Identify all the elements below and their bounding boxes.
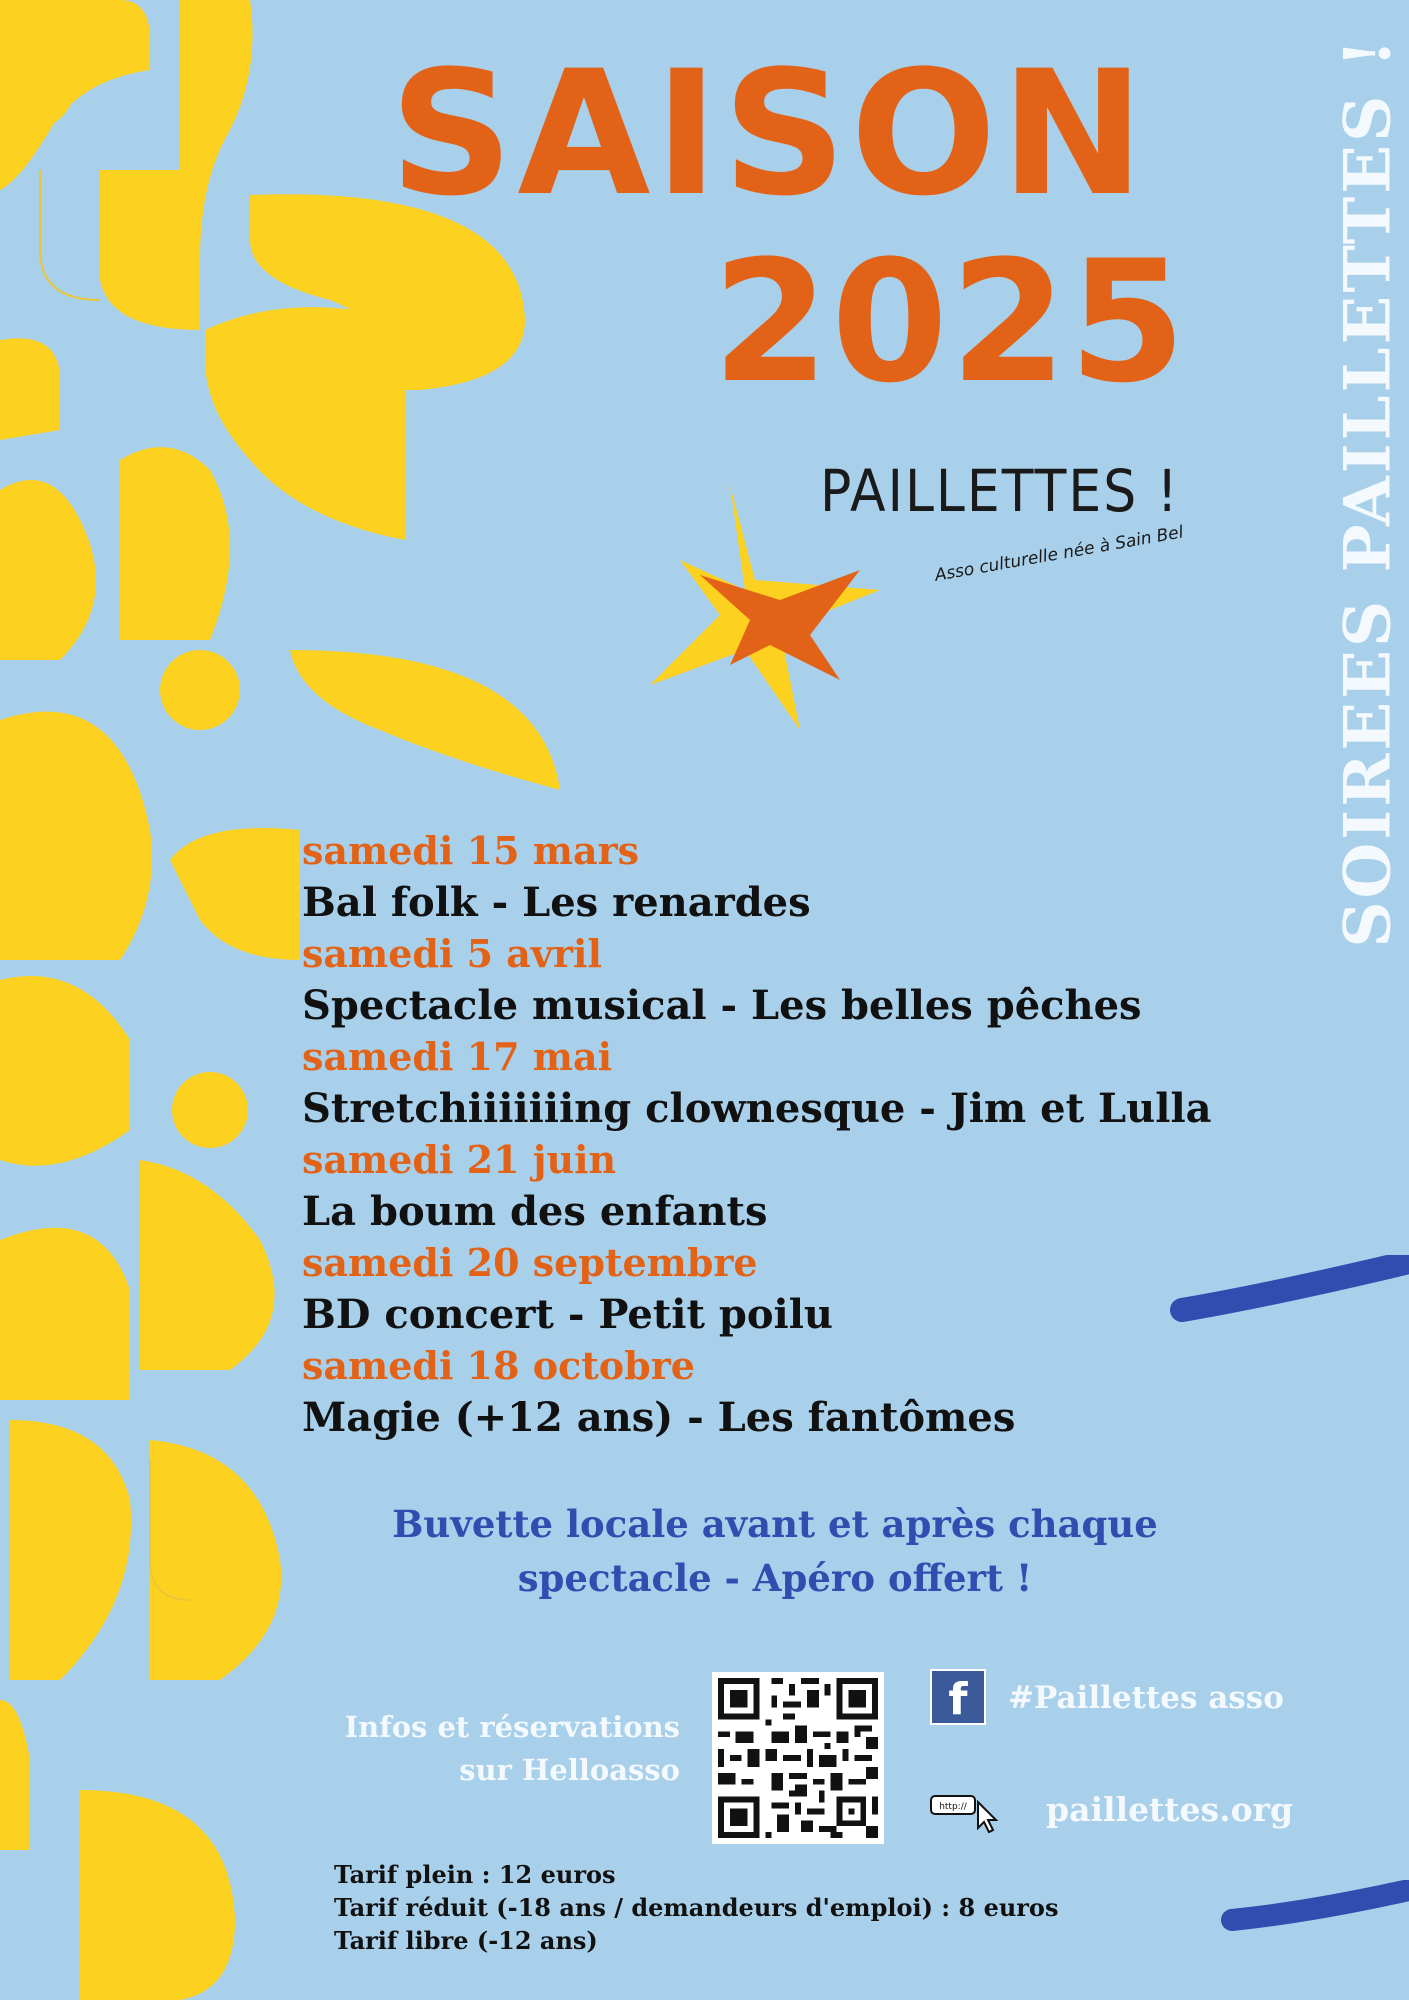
- event-date: samedi 18 octobre: [302, 1343, 695, 1388]
- tarifs-list: [334, 1858, 1058, 1957]
- qr-code[interactable]: [712, 1672, 884, 1844]
- event-date: samedi 5 avril: [302, 931, 602, 976]
- blue-brush-stroke-top: [1170, 1255, 1409, 1345]
- event-date: samedi 20 septembre: [302, 1240, 758, 1285]
- web-icon-label: http://: [939, 1802, 967, 1812]
- buvette-line-2: spectacle - Apéro offert !: [517, 1556, 1033, 1600]
- facebook-icon[interactable]: f: [930, 1669, 986, 1725]
- infos-line-1: Infos et réservations: [344, 1710, 680, 1744]
- facebook-handle[interactable]: #Paillettes asso: [1008, 1680, 1284, 1716]
- tarif-libre: Tarif libre (-12 ans): [334, 1926, 598, 1955]
- buvette-line-1: Buvette locale avant et après chaque: [392, 1502, 1158, 1546]
- event-title: Spectacle musical - Les belles pêches: [302, 981, 1142, 1029]
- website-link[interactable]: paillettes.org: [1046, 1790, 1294, 1829]
- vertical-soirees-paillettes: SOIREES PAILLETTES !: [1330, 36, 1406, 948]
- event-date: samedi 21 juin: [302, 1137, 617, 1182]
- web-cursor-icon: [930, 1788, 1004, 1834]
- infos-reservations: [270, 1706, 680, 1792]
- infos-line-2: sur Helloasso: [459, 1753, 680, 1787]
- event-date: samedi 15 mars: [302, 828, 639, 873]
- event-title: Stretchiiiiiiing clownesque - Jim et Lulla: [302, 1084, 1212, 1132]
- qr-code-pattern: [712, 1672, 884, 1844]
- logo-tagline: Asso culturelle née à Sain Bel: [933, 522, 1185, 586]
- event-title: Magie (+12 ans) - Les fantômes: [302, 1393, 1016, 1441]
- title-year: 2025: [712, 224, 1188, 420]
- blue-brush-stroke-bottom: [1220, 1880, 1409, 1960]
- event-date: samedi 17 mai: [302, 1034, 613, 1079]
- event-title: Bal folk - Les renardes: [302, 878, 811, 926]
- tarif-plein: Tarif plein : 12 euros: [334, 1860, 616, 1889]
- event-title: La boum des enfants: [302, 1187, 768, 1235]
- tarif-reduit: Tarif réduit (-18 ans / demandeurs d'emploi) : 8 euros: [334, 1893, 1059, 1922]
- buvette-notice: [290, 1497, 1260, 1605]
- logo-paillettes: PAILLETTES !: [820, 458, 1180, 526]
- title-saison: SAISON: [389, 33, 1149, 234]
- events-list: [302, 825, 1212, 1443]
- event-title: BD concert - Petit poilu: [302, 1290, 833, 1338]
